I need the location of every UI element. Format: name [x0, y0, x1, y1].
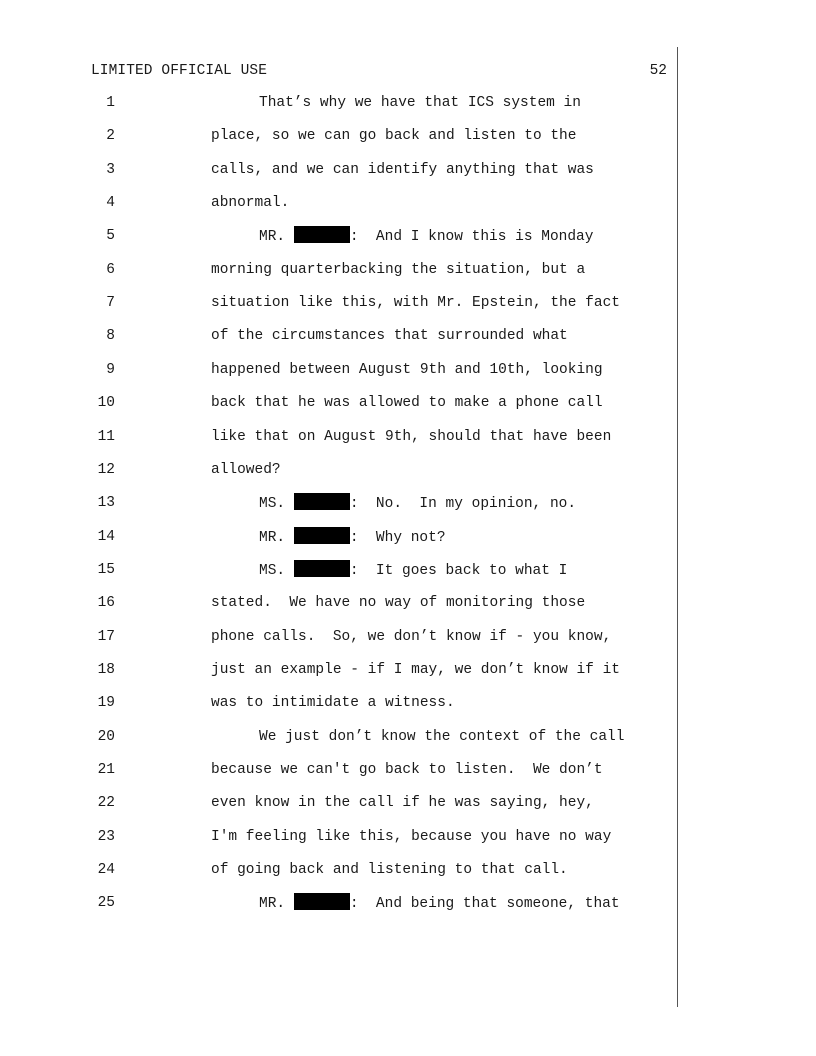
transcript-line: [0, 760, 700, 780]
line-text-segment: calls, and we can identify anything that was: [211, 161, 594, 178]
line-number: 14: [97, 528, 115, 545]
line-text: [259, 527, 446, 548]
line-text-segment: was to intimidate a witness.: [211, 695, 455, 712]
line-text: [211, 627, 611, 647]
page-number: 52: [649, 63, 667, 79]
line-text: [259, 93, 581, 113]
line-text-segment: MS.: [259, 496, 294, 513]
transcript-line: [0, 627, 700, 647]
line-number: 10: [97, 395, 115, 412]
line-number: 20: [97, 728, 115, 745]
line-number: 5: [106, 228, 115, 245]
transcript-line: [0, 126, 700, 146]
line-text: [259, 560, 567, 581]
line-text: [211, 427, 611, 447]
line-text-segment: situation like this, with Mr. Epstein, the fact: [211, 295, 620, 312]
page-header-classification: LIMITED OFFICIAL USE: [91, 63, 268, 79]
transcript-line: [0, 393, 700, 413]
redaction-block: [294, 893, 350, 910]
line-number: 17: [97, 628, 115, 645]
line-text-segment: : And I know this is Monday: [349, 229, 594, 246]
line-text: [259, 493, 576, 514]
line-text: [211, 360, 603, 380]
line-text: [259, 893, 620, 914]
redaction-block: [294, 493, 350, 510]
line-number: 9: [106, 361, 115, 378]
line-text-segment: just an example - if I may, we don’t know if it: [211, 661, 620, 678]
line-text-segment: because we can't go back to listen. We don’t: [211, 762, 603, 778]
line-text-segment: phone calls. So, we don’t know if - you know,: [211, 628, 612, 645]
line-text-segment: morning quarterbacking the situation, but a: [211, 261, 586, 278]
line-text: [259, 226, 593, 247]
transcript-line: [0, 693, 700, 713]
transcript-line: [0, 460, 700, 480]
line-number: 1: [106, 95, 115, 111]
line-text: [211, 193, 289, 213]
line-text: [211, 126, 576, 146]
line-text-segment: of the circumstances that surrounded what: [211, 328, 568, 345]
transcript-line: [0, 827, 700, 847]
transcript-line: [0, 293, 700, 313]
transcript-line: [0, 793, 700, 813]
transcript-line: [0, 860, 700, 880]
transcript-line: [0, 226, 700, 246]
line-text: [211, 293, 620, 313]
line-text-segment: MR.: [259, 529, 294, 546]
line-text: [211, 393, 603, 413]
line-text-segment: stated. We have no way of monitoring those: [211, 595, 586, 612]
line-number: 19: [97, 695, 115, 712]
line-number: 2: [106, 128, 115, 145]
redaction-block: [294, 226, 350, 243]
line-text: [259, 727, 624, 747]
line-text-segment: place, so we can go back and listen to the: [211, 128, 577, 145]
line-number: 18: [97, 661, 115, 678]
line-text-segment: : It goes back to what I: [349, 562, 568, 579]
line-text: [211, 260, 585, 280]
line-text-segment: : No. In my opinion, no.: [349, 496, 577, 513]
line-number: 15: [97, 561, 115, 578]
line-number: 6: [106, 261, 115, 278]
transcript-line: [0, 193, 700, 213]
line-text-segment: like that on August 9th, should that have been: [211, 428, 612, 445]
line-text-segment: happened between August 9th and 10th, looking: [211, 361, 603, 378]
line-number: 23: [97, 828, 115, 845]
line-text-segment: MS.: [259, 562, 294, 579]
transcript-line: [0, 560, 700, 580]
transcript-line: [0, 326, 700, 346]
line-text: [211, 793, 594, 813]
transcript-line: [0, 93, 700, 113]
transcript-line: [0, 360, 700, 380]
line-text: [211, 760, 603, 780]
line-number: 13: [97, 495, 115, 512]
line-text-segment: allowed?: [211, 461, 281, 478]
line-text: [211, 860, 568, 880]
line-text-segment: of going back and listening to that call.: [211, 862, 568, 879]
transcript-line: [0, 727, 700, 747]
line-text: [211, 593, 585, 613]
line-text: [211, 693, 455, 713]
line-text-segment: MR.: [259, 229, 294, 246]
line-text: [211, 660, 620, 680]
line-number: 12: [97, 461, 115, 478]
line-number: 16: [97, 595, 115, 612]
redaction-block: [294, 560, 350, 577]
line-number: 21: [97, 762, 115, 778]
line-number: 11: [97, 428, 115, 445]
transcript-line: [0, 527, 700, 547]
line-number: 8: [106, 328, 115, 345]
line-text: [211, 827, 611, 847]
line-text-segment: That’s why we have that ICS system in: [259, 95, 581, 111]
line-text-segment: even know in the call if he was saying, hey,: [211, 795, 594, 812]
line-text-segment: : And being that someone, that: [349, 896, 620, 913]
transcript-line: [0, 593, 700, 613]
line-text-segment: back that he was allowed to make a phone call: [211, 395, 603, 412]
line-number: 25: [97, 895, 115, 912]
line-number: 4: [106, 195, 115, 212]
transcript-line: [0, 660, 700, 680]
line-text: [211, 326, 568, 346]
line-text-segment: MR.: [259, 896, 294, 913]
line-number: 3: [106, 161, 115, 178]
line-text-segment: We just don’t know the context of the call: [259, 728, 625, 745]
redaction-block: [294, 527, 350, 544]
transcript-line: [0, 493, 700, 513]
line-text-segment: : Why not?: [349, 529, 446, 546]
line-text: [211, 160, 594, 180]
line-text: [211, 460, 281, 480]
transcript-line: [0, 160, 700, 180]
transcript-line: [0, 427, 700, 447]
line-number: 7: [106, 295, 115, 312]
transcript-line: [0, 260, 700, 280]
line-text-segment: I'm feeling like this, because you have no way: [211, 828, 612, 845]
line-number: 24: [97, 862, 115, 879]
line-text-segment: abnormal.: [211, 195, 290, 212]
transcript-line: [0, 893, 700, 913]
line-number: 22: [97, 795, 115, 812]
